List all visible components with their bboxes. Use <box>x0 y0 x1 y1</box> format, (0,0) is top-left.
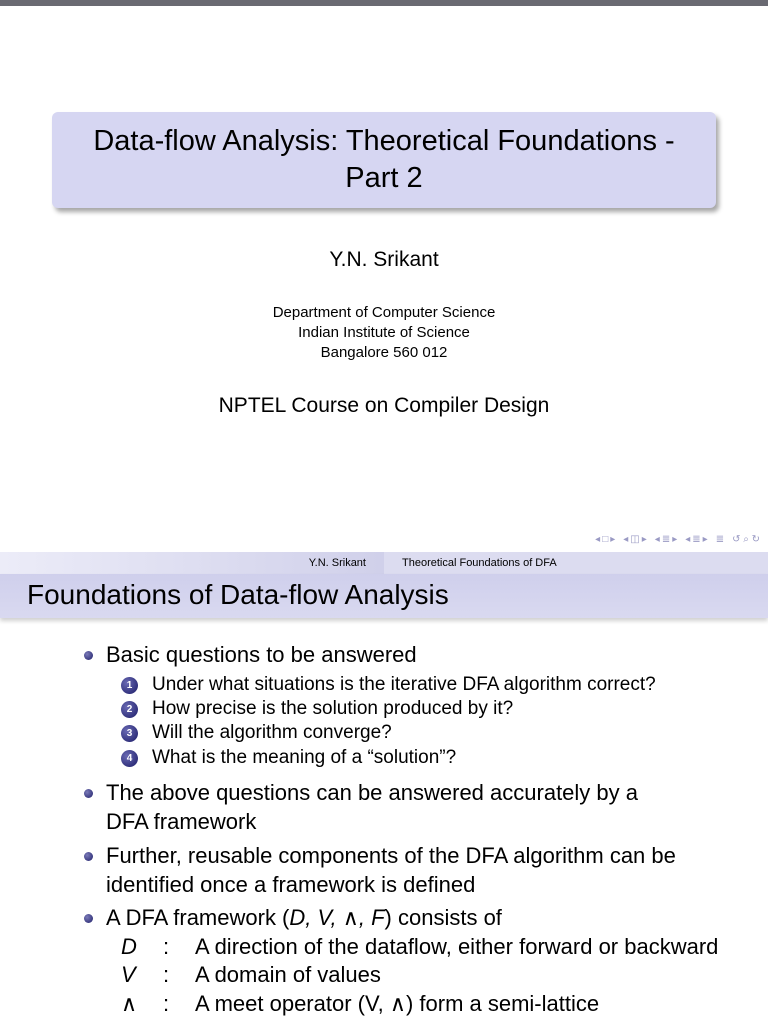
def-text-domain: A domain of values <box>195 962 381 987</box>
presentation-title <box>73 123 694 197</box>
bullet-reusable-components <box>106 841 676 899</box>
def-symbol-direction: D <box>121 934 137 959</box>
bullet-icon <box>84 789 93 798</box>
bullet-4-suffix: ) consists of <box>384 905 502 930</box>
bullet-icon <box>84 651 93 660</box>
nav-right-icon[interactable]: ▸ <box>672 533 678 545</box>
number-2-icon: 2 <box>121 701 138 718</box>
def-colon: : <box>163 991 170 1016</box>
def-colon: : <box>163 962 170 987</box>
header-short-title: Theoretical Foundations of DFA <box>402 557 557 569</box>
def-symbol-meet: ∧ <box>121 991 138 1016</box>
bullet-2-line-2: DFA framework <box>106 809 257 834</box>
nav-right-icon[interactable]: ▸ <box>641 533 647 545</box>
def-colon: : <box>163 934 170 959</box>
def-text-direction: A direction of the dataflow, either forward or backward <box>195 934 719 959</box>
nav-slide[interactable] <box>595 534 615 545</box>
affiliation <box>0 303 768 363</box>
nav-frame[interactable] <box>623 534 647 545</box>
course-name: NPTEL Course on Compiler Design <box>218 394 550 417</box>
question-1: Under what situations is the iterative DFA algorithm correct? <box>152 674 656 695</box>
bullet-3-line-2: identified once a framework is defined <box>106 872 476 897</box>
top-border <box>0 0 768 6</box>
nav-left-icon[interactable]: ◂ <box>595 533 601 545</box>
author: Y.N. Srikant <box>329 248 439 271</box>
nav-section-icon[interactable]: ≣ <box>692 533 701 545</box>
bullet-3-line-1: Further, reusable components of the DFA algorithm can be <box>106 843 676 868</box>
affiliation-institute: Indian Institute of Science <box>298 324 470 341</box>
title-line-2: Part 2 <box>345 162 423 194</box>
question-3: Will the algorithm converge? <box>152 722 392 743</box>
title-line-1: Data-flow Analysis: Theoretical Foundations - <box>93 125 675 157</box>
nav-section[interactable] <box>685 534 707 545</box>
nav-right-icon[interactable]: ▸ <box>610 533 616 545</box>
nav-search-icon[interactable]: ↺ ⌕ ↻ <box>732 533 760 545</box>
number-4-icon: 4 <box>121 750 138 767</box>
header-author: Y.N. Srikant <box>0 552 384 574</box>
nav-subsection[interactable] <box>655 534 677 545</box>
bullet-icon <box>84 914 93 923</box>
def-text-meet: A meet operator (V, ∧) form a semi-lattice <box>195 991 600 1016</box>
bullet-dfa-framework <box>106 903 502 932</box>
nav-appendix-icon[interactable]: ≣ <box>715 533 725 545</box>
bullet-4-prefix: A DFA framework ( <box>106 905 290 930</box>
number-3-icon: 3 <box>121 725 138 742</box>
question-2: How precise is the solution produced by it? <box>152 698 514 719</box>
bullet-2-line-1: The above questions can be answered accurately by a <box>106 780 638 805</box>
title-box <box>52 112 716 208</box>
nav-left-icon[interactable]: ◂ <box>654 533 660 545</box>
nav-slide-icon[interactable]: □ <box>602 533 609 545</box>
bullet-framework-answer <box>106 778 638 836</box>
question-4: What is the meaning of a “solution”? <box>152 747 457 768</box>
beamer-navigation[interactable] <box>595 532 760 546</box>
nav-left-icon[interactable]: ◂ <box>685 533 691 545</box>
framework-tuple: D, V, ∧, F <box>289 905 385 930</box>
frame-title: Foundations of Data-flow Analysis <box>27 579 449 610</box>
bullet-icon <box>84 852 93 861</box>
nav-subsection-icon[interactable]: ≣ <box>661 533 671 545</box>
def-symbol-domain: V <box>121 962 136 987</box>
affiliation-dept: Department of Computer Science <box>272 304 496 321</box>
nav-right-icon[interactable]: ▸ <box>702 533 708 545</box>
nav-frame-icon[interactable]: ◫ <box>630 533 640 545</box>
bullet-basic-questions: Basic questions to be answered <box>106 642 417 667</box>
affiliation-city: Bangalore 560 012 <box>320 344 448 361</box>
number-1-icon: 1 <box>121 677 138 694</box>
nav-left-icon[interactable]: ◂ <box>623 533 629 545</box>
